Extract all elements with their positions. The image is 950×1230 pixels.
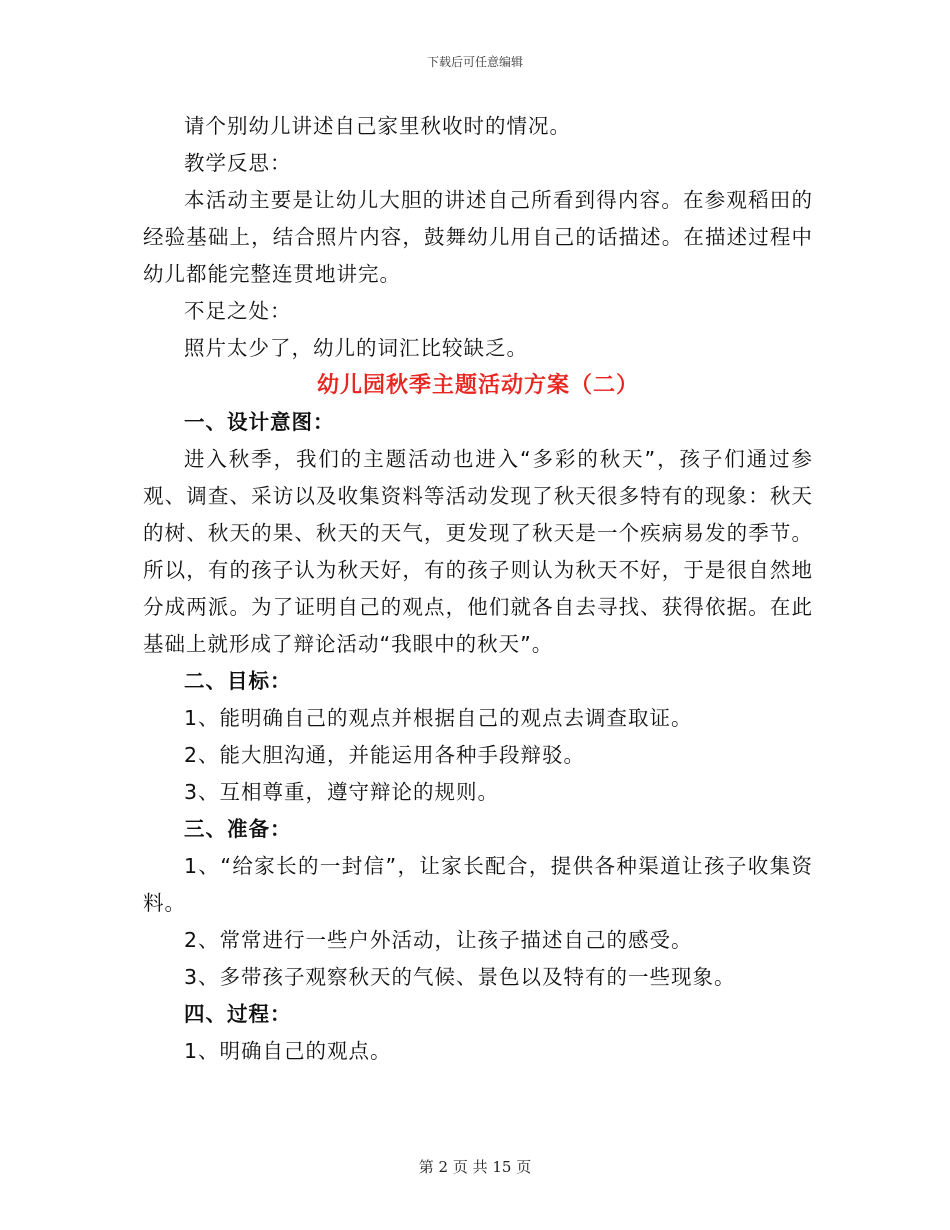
- goal-item: 3、互相尊重，遵守辩论的规则。: [184, 780, 500, 804]
- goal-item: 2、能大胆沟通，并能运用各种手段辩驳。: [184, 743, 586, 767]
- reflection-paragraph: 本活动主要是让幼儿大胆的讲述自己所看到得内容。在参观稻田的经验基础上，结合照片内容，鼓舞幼儿用自己的话描述。在描述过程中幼儿都能完整连贯地讲完。: [143, 188, 813, 286]
- page-header: 下载后可任意编辑: [426, 55, 523, 69]
- paragraph: 请个别幼儿讲述自己家里秋收时的情况。: [184, 114, 571, 138]
- section-heading-design: 一、设计意图：: [184, 410, 335, 434]
- section-heading-goals: 二、目标：: [184, 669, 292, 693]
- goal-item: 1、能明确自己的观点并根据自己的观点去调查取证。: [184, 706, 693, 730]
- preparation-item: 1、“给家长的一封信”，让家长配合，提供各种渠道让孩子收集资料。: [143, 854, 813, 915]
- preparation-item: 3、多带孩子观察秋天的气候、景色以及特有的一些现象。: [184, 965, 736, 989]
- process-item: 1、明确自己的观点。: [184, 1039, 392, 1063]
- document-title: 幼儿园秋季主题活动方案（二）: [316, 373, 639, 398]
- section-heading-preparation: 三、准备：: [184, 817, 292, 841]
- page-footer: 第 2 页 共 15 页: [418, 1158, 532, 1176]
- section-heading-process: 四、过程：: [184, 1002, 292, 1026]
- design-paragraph: 进入秋季，我们的主题活动也进入“多彩的秋天”，孩子们通过参观、调查、采访以及收集资料等活动发现了秋天很多特有的现象：秋天的树、秋天的果、秋天的天气，更发现了秋天是一个疾病易发的季节。所以，有的孩子认为秋天好，有的孩子则认为秋天不好，于是很自然地分成两派。为了证明自己的观点，他们就各自去寻找、获得依据。在此基础上就形成了辩论活动“我眼中的秋天”。: [143, 447, 813, 656]
- shortcoming-paragraph: 照片太少了，幼儿的词汇比较缺乏。: [184, 336, 528, 360]
- reflection-label: 教学反思：: [184, 151, 292, 175]
- shortcoming-label: 不足之处：: [184, 299, 292, 323]
- preparation-item: 2、常常进行一些户外活动，让孩子描述自己的感受。: [184, 928, 693, 952]
- document-body: [143, 108, 813, 1070]
